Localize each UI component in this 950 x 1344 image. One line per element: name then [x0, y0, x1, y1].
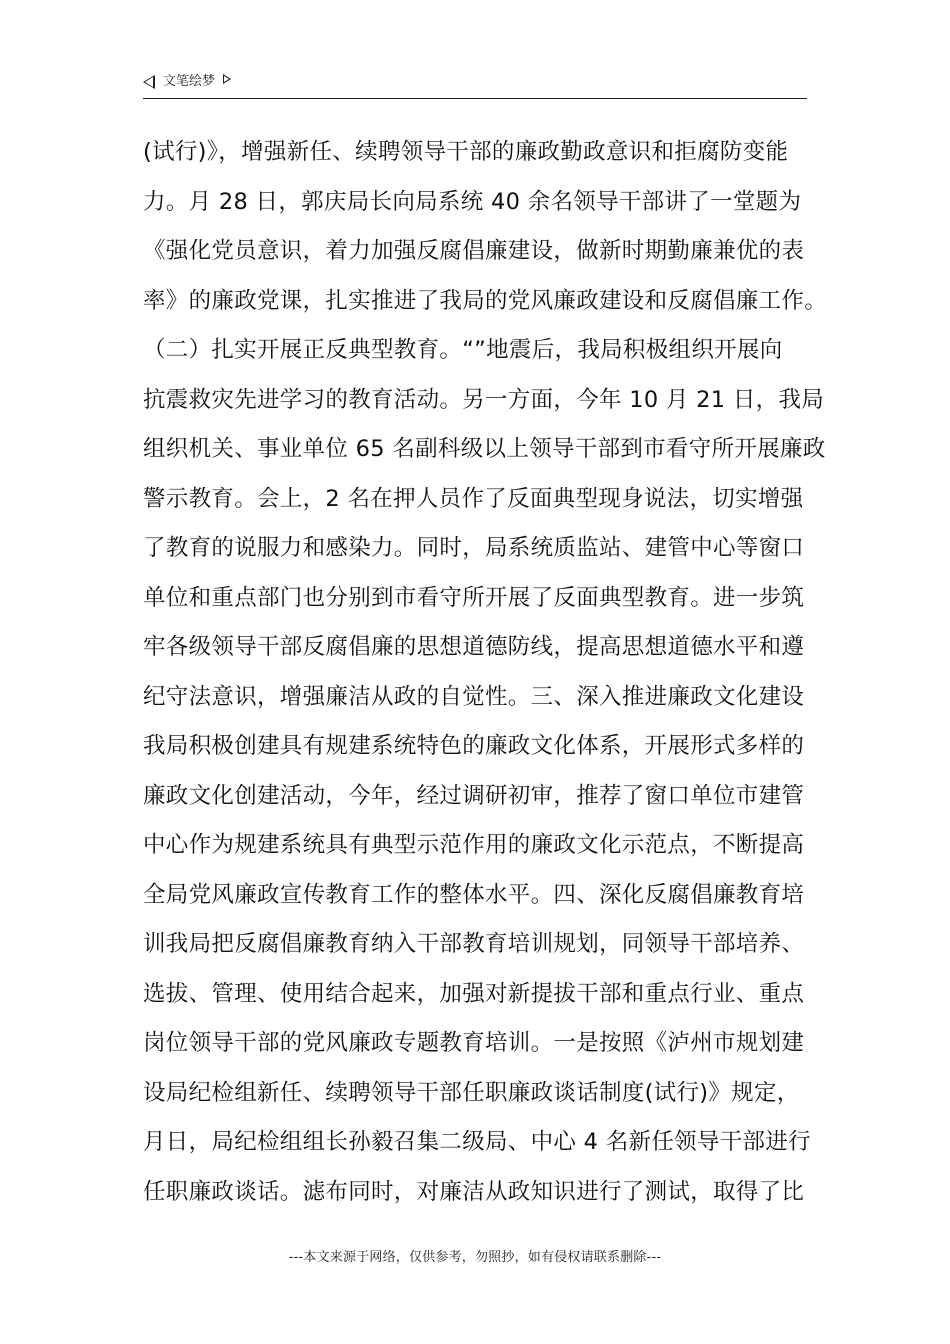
triangle-left-icon — [143, 75, 155, 89]
document-body — [143, 128, 828, 1217]
body-line: 组织机关、事业单位 65 名副科级以上领导干部到市看守所开展廉政 — [143, 436, 826, 462]
body-line: 全局党风廉政宣传教育工作的整体水平。四、深化反腐倡廉教育培 — [143, 881, 805, 908]
body-line: 岗位领导干部的党风廉政专题教育培训。一是按照《泸州市规划建 — [143, 1030, 805, 1056]
body-line: 力。月 28 日，郭庆局长向局系统 40 余名领导干部讲了一堂题为 — [143, 188, 802, 215]
body-line: 训我局把反腐倡廉教育纳入干部教育培训规划，同领导干部培养、 — [143, 931, 805, 957]
body-line: 月日，局纪检组组长孙毅召集二级局、中心 4 名新任领导干部进行 — [143, 1129, 811, 1155]
body-line: 中心作为规建系统具有典型示范作用的廉政文化示范点，不断提高 — [143, 832, 805, 858]
body-line: 设局纪检组新任、续聘领导干部任职廉政谈话制度(试行)》规定， — [143, 1079, 800, 1106]
header-title: 文笔绘梦 — [163, 74, 216, 89]
body-line: 抗震救灾先进学习的教育活动。另一方面，今年 10 月 21 日，我局 — [143, 386, 825, 413]
triangle-right-icon — [223, 74, 231, 84]
body-line: （二）扎实开展正反典型教育。“”地震后，我局积极组织开展向 — [143, 337, 783, 363]
header-inner — [143, 72, 807, 92]
page-header — [143, 72, 807, 99]
body-line: 选拔、管理、使用结合起来，加强对新提拔干部和重点行业、重点 — [143, 980, 805, 1007]
body-line: 率》的廉政党课，扎实推进了我局的党风廉政建设和反腐倡廉工作。 — [143, 287, 828, 314]
body-line: 牢各级领导干部反腐倡廉的思想道德防线，提高思想道德水平和遵 — [143, 634, 805, 660]
page-footer: ---本文来源于网络，仅供参考，勿照抄，如有侵权请联系删除--- — [288, 1250, 662, 1265]
body-line: 任职廉政谈话。滤布同时，对廉洁从政知识进行了测试，取得了比 — [143, 1178, 805, 1205]
body-line: 警示教育。会上，2 名在押人员作了反面典型现身说法，切实增强 — [143, 485, 804, 512]
body-line: 单位和重点部门也分别到市看守所开展了反面典型教育。进一步筑 — [143, 584, 805, 611]
body-line: 《强化党员意识，着力加强反腐倡廉建设，做新时期勤廉兼优的表 — [143, 238, 805, 264]
body-line: 廉政文化创建活动，今年，经过调研初审，推荐了窗口单位市建管 — [143, 782, 805, 809]
body-line: 纪守法意识，增强廉洁从政的自觉性。三、深入推进廉政文化建设 — [143, 683, 805, 710]
body-line: 我局积极创建具有规建系统特色的廉政文化体系，开展形式多样的 — [143, 733, 805, 759]
body-line: (试行)》，增强新任、续聘领导干部的廉政勤政意识和拒腐防变能 — [143, 139, 789, 165]
body-line: 了教育的说服力和感染力。同时，局系统质监站、建管中心等窗口 — [143, 535, 805, 561]
